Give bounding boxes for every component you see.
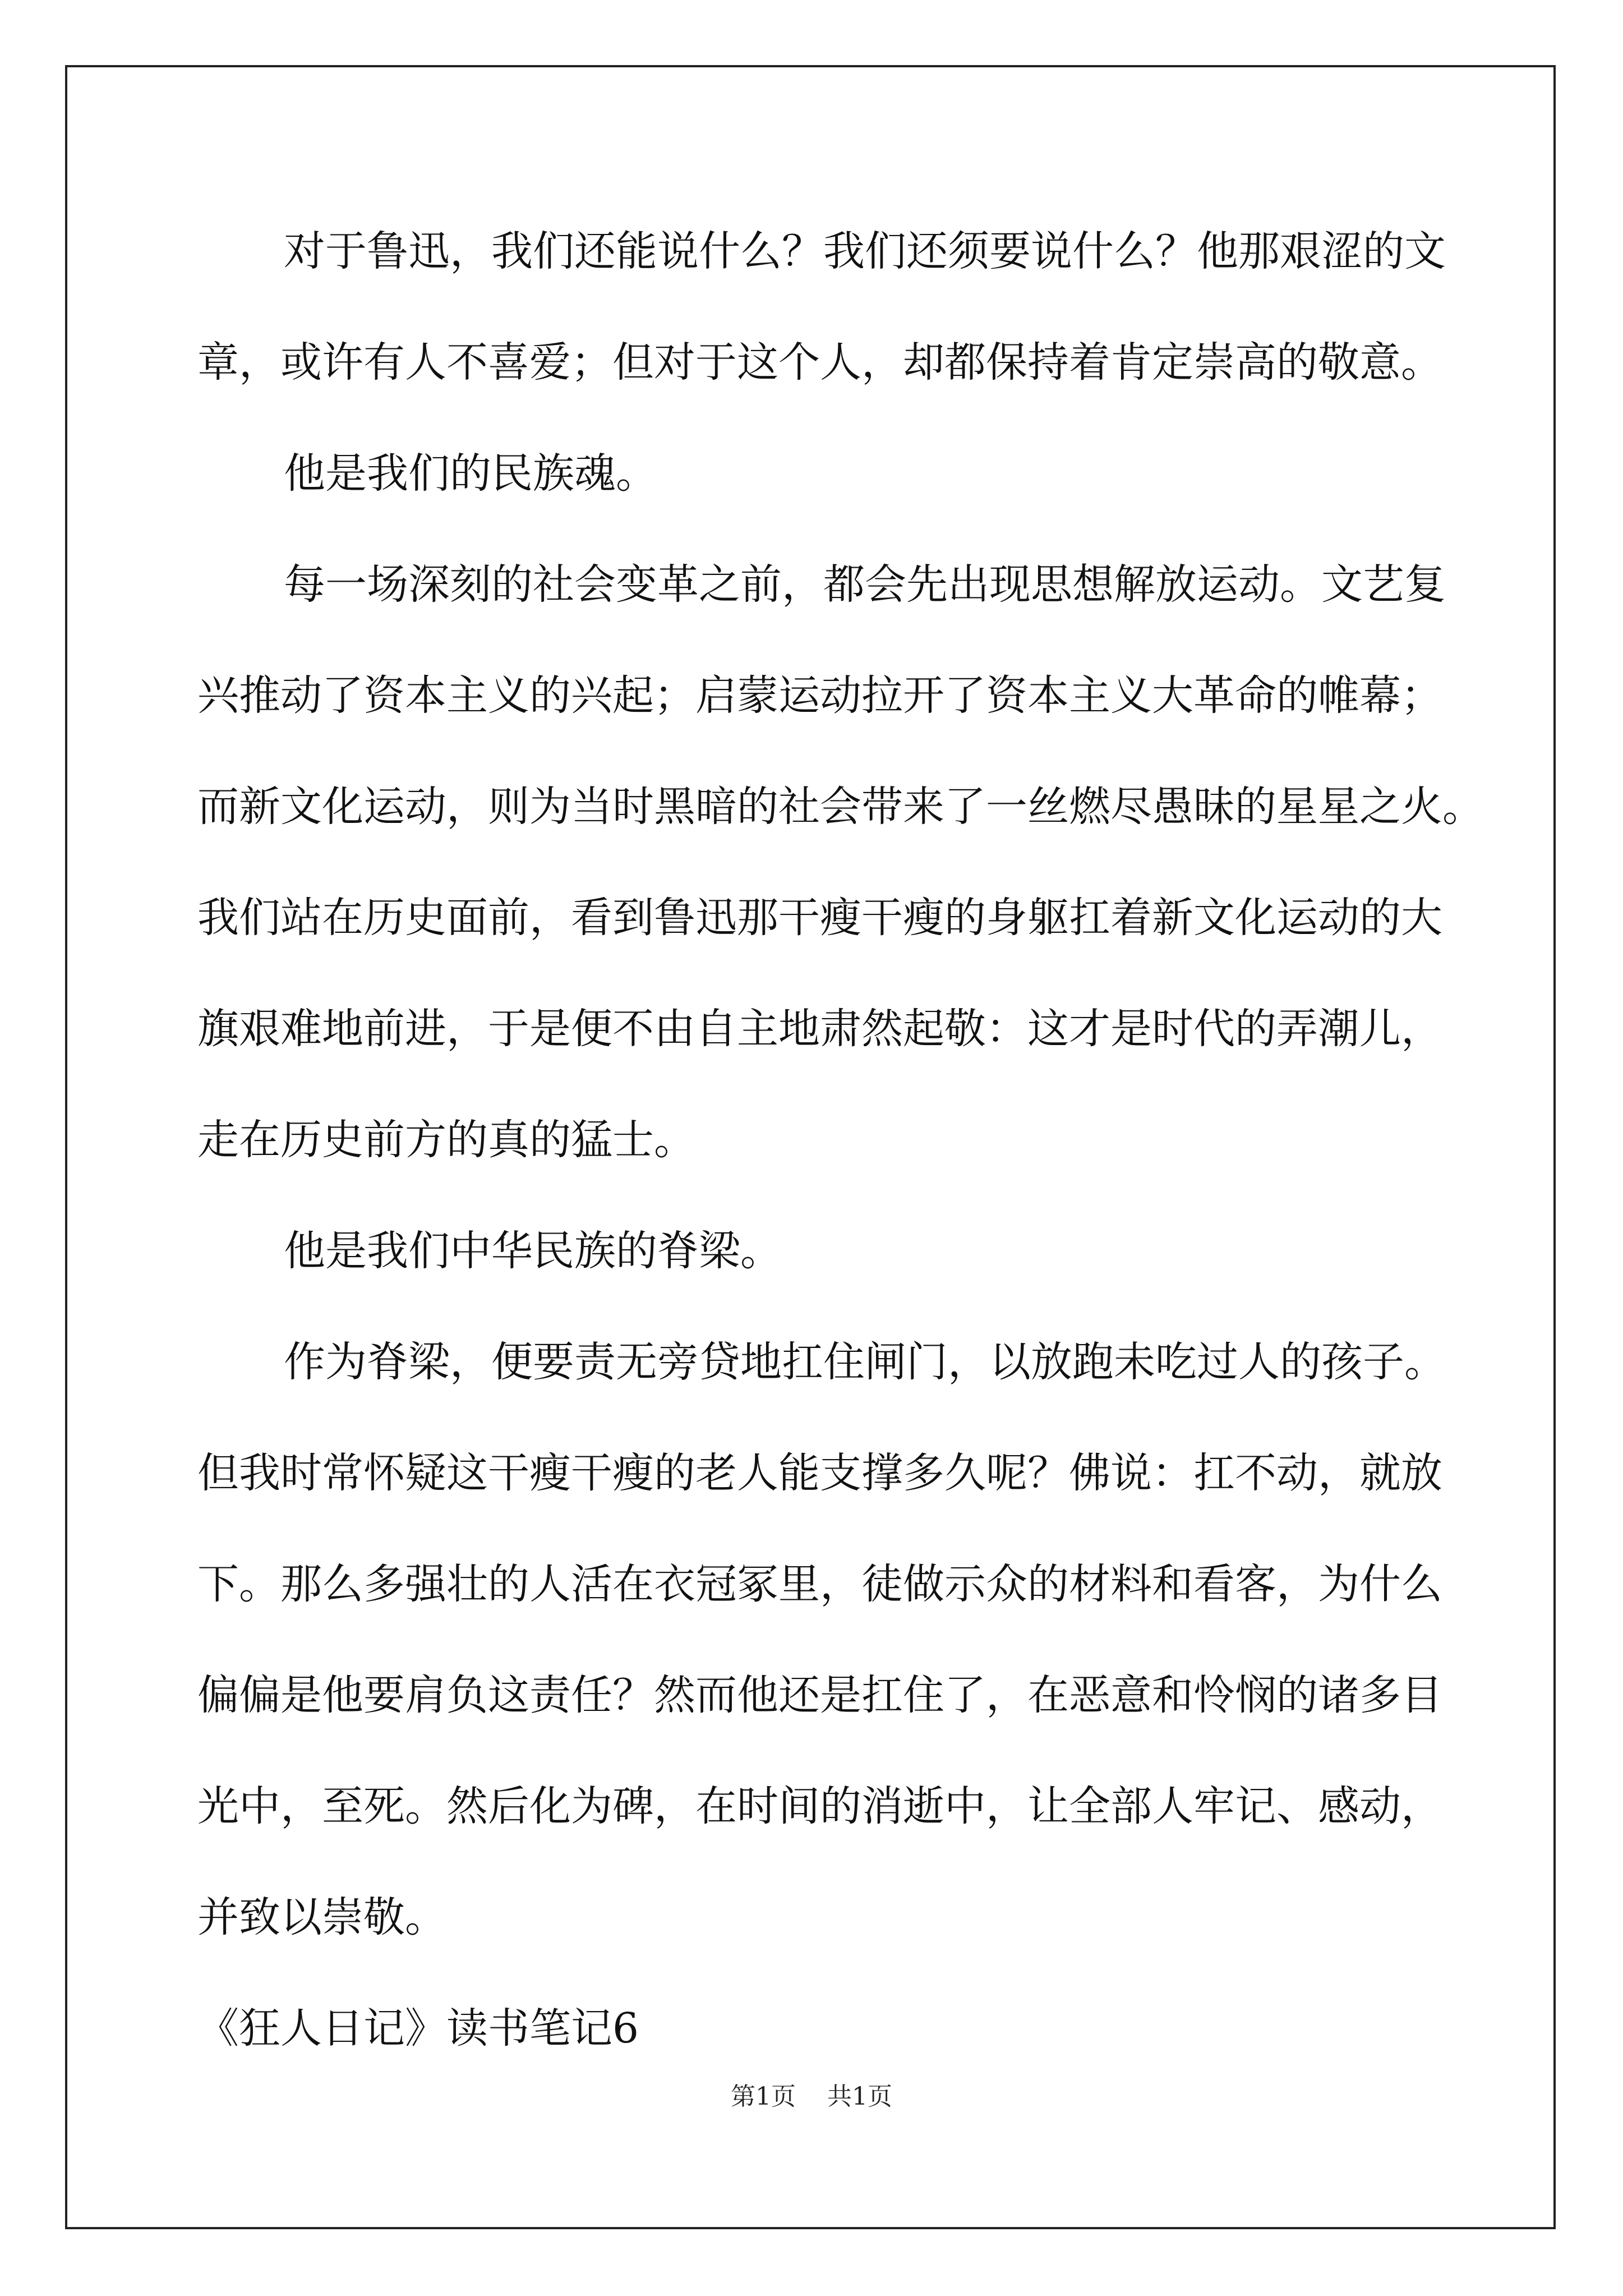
paragraph-line: 并致以崇敬。 — [197, 1893, 446, 1941]
paragraph-line: 下。那么多强壮的人活在衣冠冢里，徒做示众的材料和看客，为什么 — [197, 1560, 1442, 1608]
paragraph-line: 他是我们中华民族的脊梁。 — [284, 1227, 782, 1275]
page-number-total: 共1页 — [827, 2082, 892, 2111]
paragraph — [197, 551, 1498, 1217]
paragraph-line: 光中，至死。然后化为碑，在时间的消逝中，让全部人牢记、感动， — [197, 1782, 1442, 1830]
paragraph-line: 作为脊梁，便要责无旁贷地扛住闸门，以放跑未吃过人的孩子。 — [284, 1338, 1446, 1386]
section-heading: 《狂人日记》读书笔记6 — [197, 2004, 639, 2053]
paragraph-line: 他是我们的民族魂。 — [284, 449, 657, 498]
paragraph-line: 但我时常怀疑这干瘦干瘦的老人能支撑多久呢？佛说：扛不动，就放 — [197, 1449, 1442, 1497]
paragraph — [197, 1328, 1498, 1995]
paragraph-line: 章，或许有人不喜爱；但对于这个人，却都保持着肯定崇高的敬意。 — [197, 338, 1442, 386]
paragraph-line: 对于鲁迅，我们还能说什么？我们还须要说什么？他那艰涩的文 — [284, 227, 1446, 275]
page-footer — [0, 2080, 1623, 2114]
paragraph-line: 我们站在历史面前，看到鲁迅那干瘦干瘦的身躯扛着新文化运动的大 — [197, 894, 1442, 942]
paragraph-line: 偏偏是他要肩负这责任？然而他还是扛住了，在恶意和怜悯的诸多目 — [197, 1671, 1442, 1719]
paragraph — [197, 218, 1498, 440]
paragraph-line: 每一场深刻的社会变革之前，都会先出现思想解放运动。文艺复 — [284, 560, 1446, 609]
paragraph-line: 旗艰难地前进，于是便不由自主地肃然起敬：这才是时代的弄潮儿， — [197, 1005, 1442, 1053]
paragraph — [197, 440, 1498, 551]
document-body — [197, 218, 1498, 2106]
page-number-current: 第1页 — [731, 2082, 796, 2111]
paragraph-line: 走在历史前方的真的猛士。 — [197, 1116, 695, 1164]
paragraph-line: 而新文化运动，则为当时黑暗的社会带来了一丝燃尽愚昧的星星之火。 — [197, 783, 1484, 831]
paragraph-line: 兴推动了资本主义的兴起；启蒙运动拉开了资本主义大革命的帷幕； — [197, 671, 1442, 720]
paragraph — [197, 1217, 1498, 1328]
